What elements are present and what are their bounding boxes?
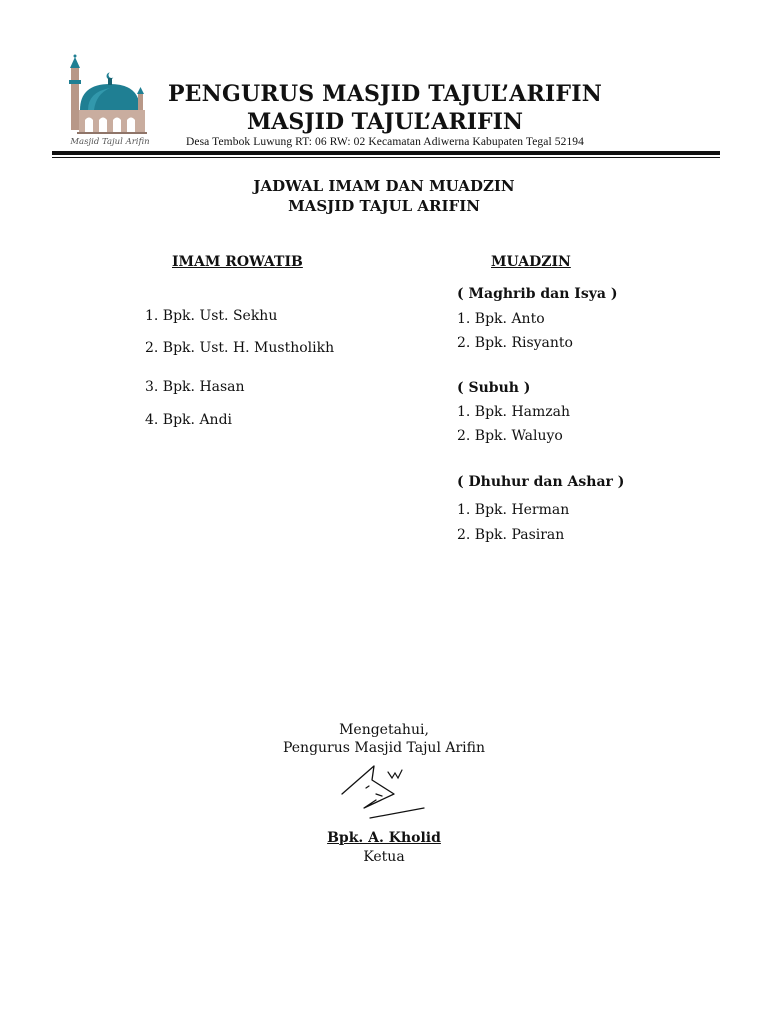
muadzin-item: 2. Bpk. Risyanto bbox=[457, 335, 573, 351]
muadzin-group-label: ( Subuh ) bbox=[457, 380, 531, 396]
mosque-name: MASJID TAJUL’ARIFIN bbox=[246, 109, 524, 135]
signer-name-text: Bpk. A. Kholid bbox=[327, 830, 441, 846]
signer-name bbox=[0, 829, 768, 847]
muadzin-item: 1. Bpk. Hamzah bbox=[457, 404, 571, 420]
muadzin-group-label: ( Maghrib dan Isya ) bbox=[457, 286, 618, 302]
organization-name: PENGURUS MASJID TAJUL’ARIFIN bbox=[167, 81, 603, 107]
address: Desa Tembok Luwung RT: 06 RW: 02 Kecamatan Adiwerna Kabupaten Tegal 52194 bbox=[186, 136, 584, 148]
muadzin-item: 1. Bpk. Anto bbox=[457, 311, 545, 327]
acknowledged-label: Mengetahui, bbox=[339, 722, 429, 738]
document-title: JADWAL IMAM DAN MUADZIN bbox=[253, 177, 515, 195]
muadzin-item: 2. Bpk. Pasiran bbox=[457, 527, 565, 543]
muadzin-item: 2. Bpk. Waluyo bbox=[457, 428, 563, 444]
muadzin-heading: MUADZIN bbox=[491, 254, 571, 270]
imam-item: 4. Bpk. Andi bbox=[145, 412, 233, 428]
signer-title: Ketua bbox=[363, 849, 405, 865]
minaret bbox=[71, 68, 79, 130]
logo-caption: Masjid Tajul Arifin bbox=[70, 137, 150, 147]
imam-item: 3. Bpk. Hasan bbox=[145, 379, 245, 395]
header-divider-thick bbox=[52, 151, 720, 155]
mosque-logo bbox=[62, 52, 158, 148]
signer-organization: Pengurus Masjid Tajul Arifin bbox=[282, 740, 486, 756]
document-subtitle: MASJID TAJUL ARIFIN bbox=[288, 197, 480, 215]
mosque-logo-graphic bbox=[62, 52, 158, 148]
signature-drawing bbox=[332, 758, 430, 824]
header-divider-thin bbox=[52, 157, 720, 158]
imam-item: 1. Bpk. Ust. Sekhu bbox=[145, 308, 278, 324]
muadzin-item: 1. Bpk. Herman bbox=[457, 502, 570, 518]
imam-item: 2. Bpk. Ust. H. Mustholikh bbox=[145, 340, 335, 356]
muadzin-group-label: ( Dhuhur dan Ashar ) bbox=[457, 474, 625, 490]
handwritten-signature bbox=[332, 758, 430, 824]
imam-heading: IMAM ROWATIB bbox=[172, 254, 303, 270]
